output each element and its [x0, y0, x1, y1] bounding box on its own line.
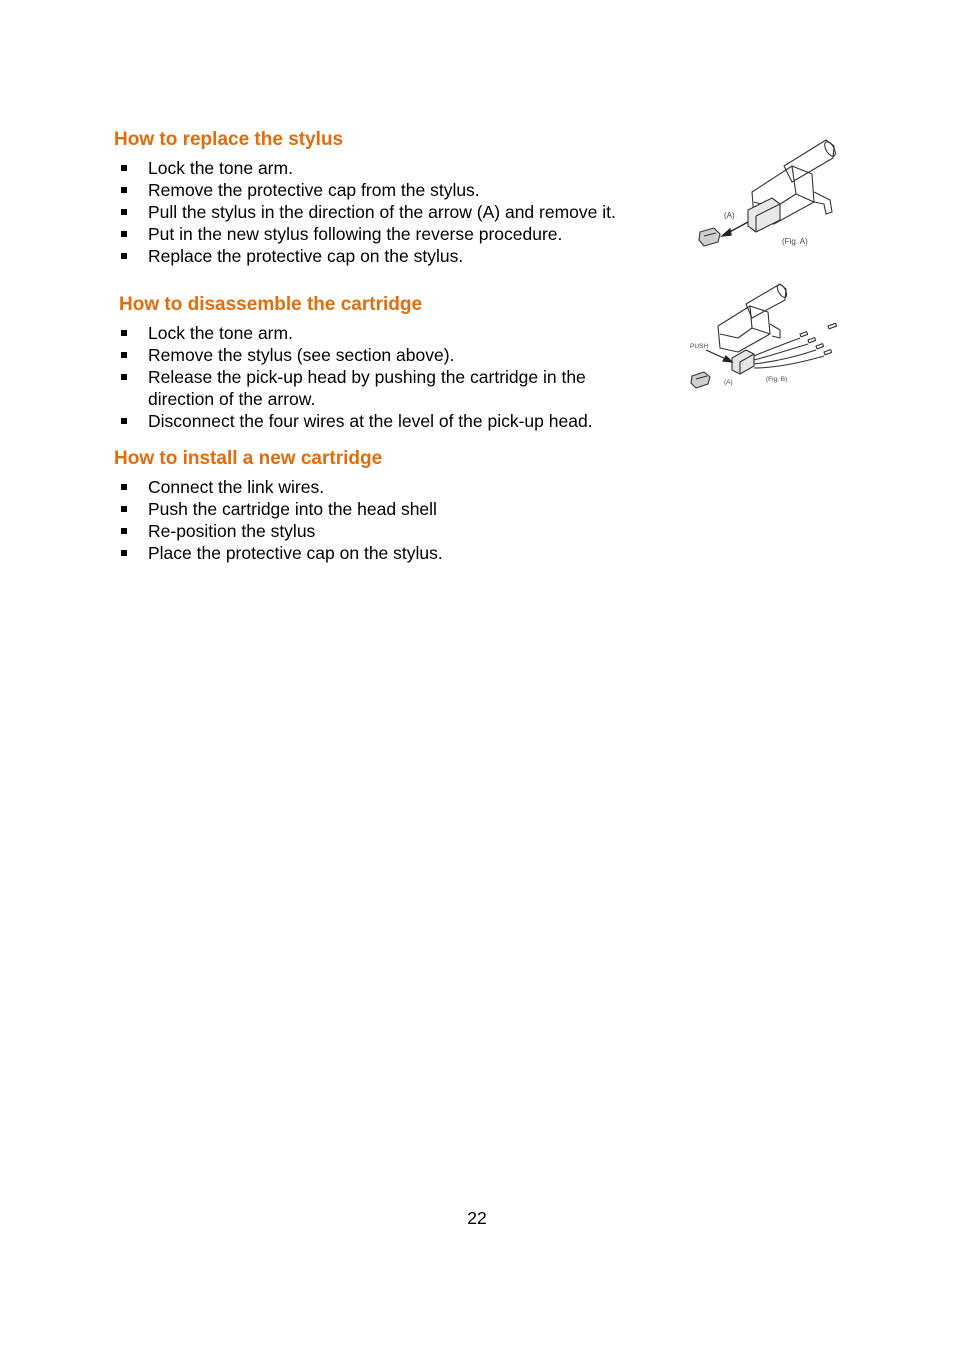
step-list: [114, 322, 674, 432]
figure-cartridge-disassembly: [688, 278, 842, 392]
figure-label: PUSH: [690, 343, 709, 350]
list-item: Replace the protective cap on the stylus.: [114, 245, 674, 267]
figure-label: (A): [724, 379, 733, 386]
section-replace-stylus: [114, 129, 674, 267]
section-heading: How to install a new cartridge: [114, 448, 383, 469]
list-item: Lock the tone arm.: [114, 157, 674, 179]
page-number: 22: [467, 1208, 487, 1228]
section-heading: How to disassemble the cartridge: [119, 294, 423, 315]
figure-caption: (Fig. B): [766, 376, 788, 383]
list-item: Place the protective cap on the stylus.: [114, 542, 674, 564]
section-install-cartridge: [114, 448, 674, 564]
list-item: Remove the stylus (see section above).: [114, 344, 674, 366]
list-item: Lock the tone arm.: [114, 322, 674, 344]
figure-caption: (Fig. A): [782, 237, 808, 246]
list-item: Connect the link wires.: [114, 476, 674, 498]
step-list: [114, 476, 674, 564]
section-heading: How to replace the stylus: [114, 129, 344, 150]
list-item: Re-position the stylus: [114, 520, 674, 542]
figure-stylus-removal: [692, 132, 844, 256]
section-disassemble-cartridge: [114, 294, 674, 432]
list-item: Put in the new stylus following the reverse procedure.: [114, 223, 674, 245]
figure-label: (A): [724, 211, 735, 220]
list-item: Remove the protective cap from the stylus.: [114, 179, 674, 201]
step-list: [114, 157, 674, 267]
list-item: Push the cartridge into the head shell: [114, 498, 674, 520]
list-item: Release the pick-up head by pushing the cartridge in the direction of the arrow.: [114, 366, 648, 410]
list-item: Pull the stylus in the direction of the arrow (A) and remove it.: [114, 201, 674, 223]
list-item: Disconnect the four wires at the level of the pick-up head.: [114, 410, 674, 432]
